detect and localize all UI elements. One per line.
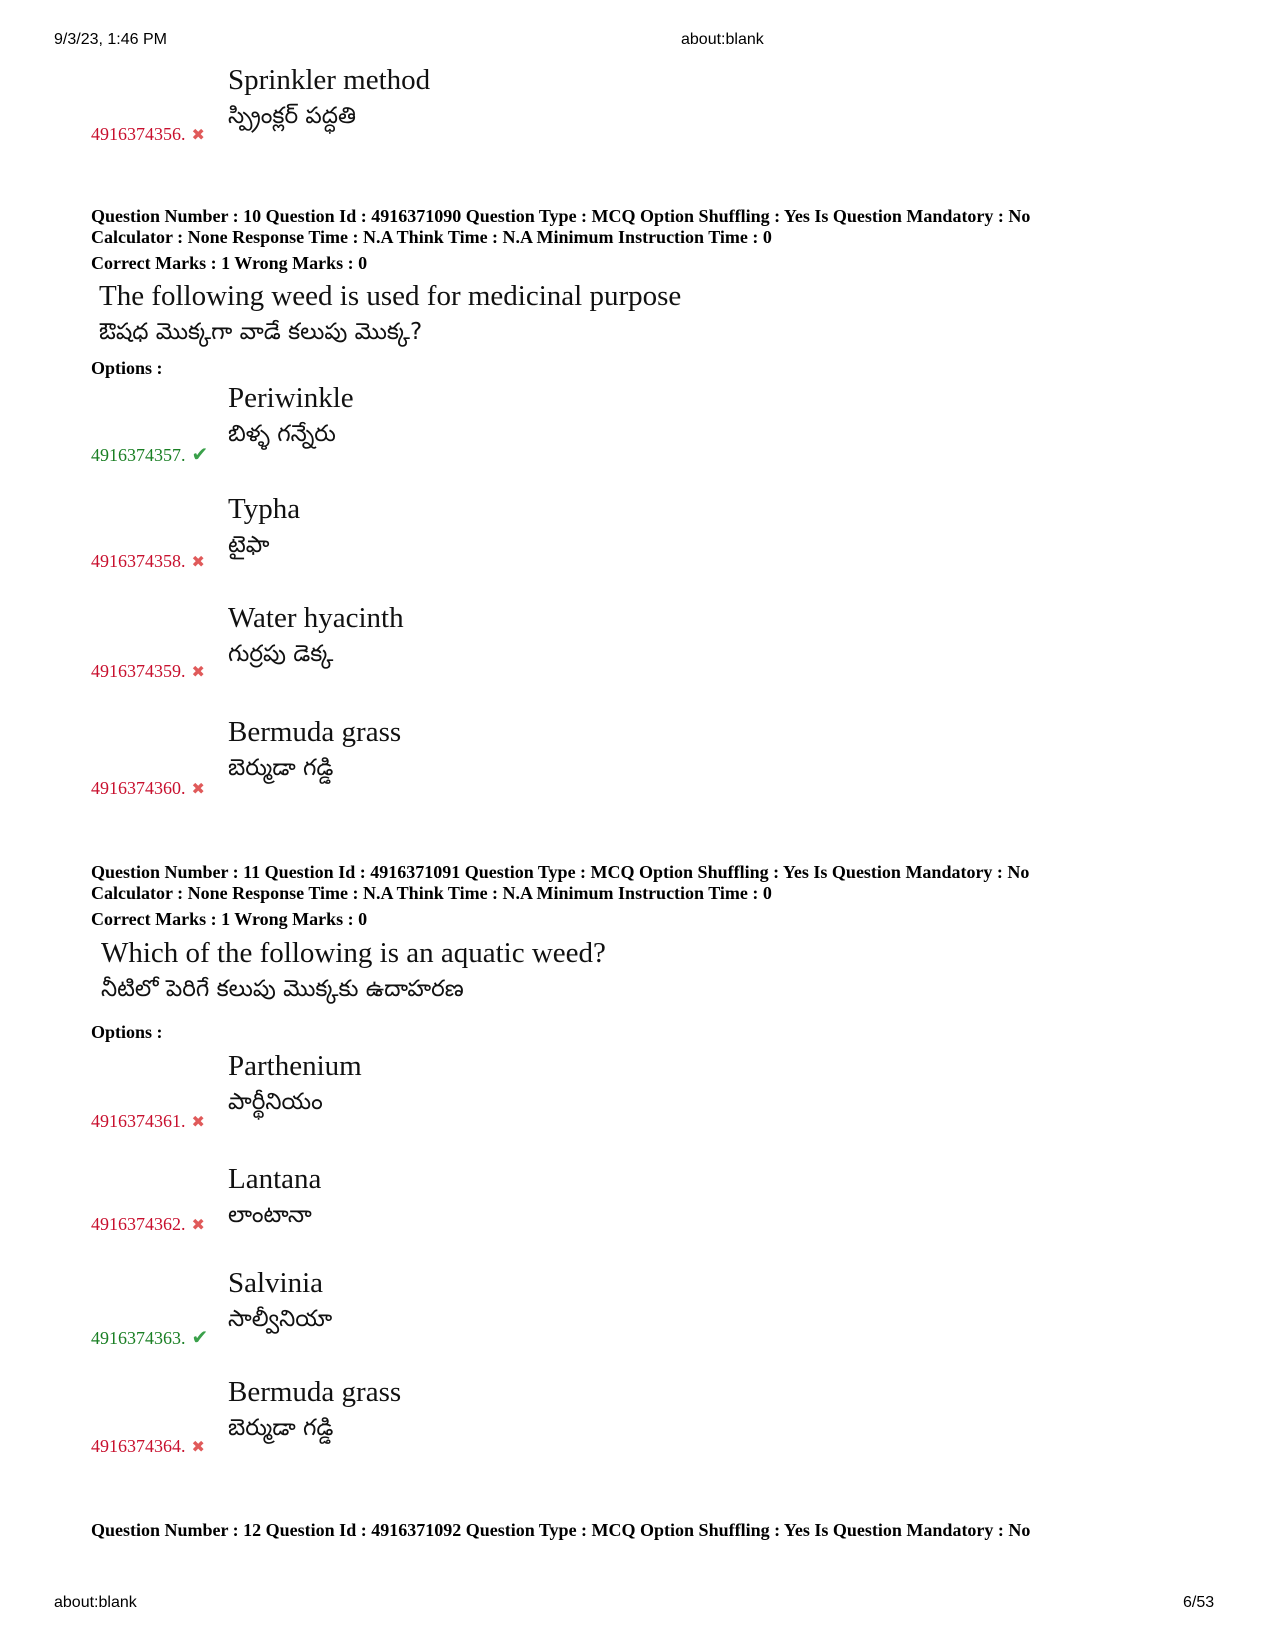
option-id-correct: 4916374363. ✔ xyxy=(91,1327,209,1349)
option-id: 4916374361. ✖ xyxy=(91,1111,205,1131)
question-marks: Correct Marks : 1 Wrong Marks : 0 xyxy=(91,909,368,929)
option-id: 4916374356. ✖ xyxy=(91,124,205,144)
option-id: 4916374364. ✖ xyxy=(91,1436,205,1456)
option-id: 4916374358. ✖ xyxy=(91,551,205,571)
option-text: Lantana లాంటానా xyxy=(228,1163,322,1228)
options-label: Options : xyxy=(91,1022,163,1042)
question-meta-line1: Question Number : 10 Question Id : 4916371090 Question Type : MCQ Option Shuffling : Yes Is Question Mandatory : No xyxy=(91,206,1031,226)
question-text xyxy=(99,278,681,350)
option-text: Water hyacinth గుర్రపు డెక్క xyxy=(228,602,404,667)
question-meta-line2: Calculator : None Response Time : N.A Think Time : N.A Minimum Instruction Time : 0 xyxy=(91,227,772,247)
option-id: 4916374359. ✖ xyxy=(91,661,205,681)
question-text-en: The following weed is used for medicinal purpose xyxy=(99,280,682,312)
cross-icon: ✖ xyxy=(191,664,205,681)
check-icon: ✔ xyxy=(191,444,209,466)
question-meta-line2: Calculator : None Response Time : N.A Think Time : N.A Minimum Instruction Time : 0 xyxy=(91,883,772,903)
option-id: 4916374360. ✖ xyxy=(91,778,205,798)
option-text-en: Sprinkler method xyxy=(228,64,431,96)
option-id-correct: 4916374357. ✔ xyxy=(91,444,209,466)
cross-icon: ✖ xyxy=(191,554,205,571)
option-text: Bermuda grass బెర్ముడా గడ్డి xyxy=(228,1376,402,1441)
question-text-te: ఔషధ మొక్కగా వాడే కలుపు మొక్క? xyxy=(99,319,423,345)
option-text: Typha టైఫా xyxy=(228,493,301,558)
question-meta-line1: Question Number : 12 Question Id : 4916371092 Question Type : MCQ Option Shuffling : Yes Is Question Mandatory : No xyxy=(91,1520,1031,1540)
option-text xyxy=(228,62,430,134)
option-text: Salvinia సాల్వీనియా xyxy=(228,1267,333,1332)
print-footer-url: about:blank xyxy=(54,1594,137,1611)
options-label: Options : xyxy=(91,358,163,378)
cross-icon: ✖ xyxy=(191,1114,205,1131)
print-page-title: about:blank xyxy=(681,31,764,48)
question-marks: Correct Marks : 1 Wrong Marks : 0 xyxy=(91,253,368,273)
question-text: Which of the following is an aquatic weed? నీటిలో పెరిగే కలుపు మొక్కకు ఉదాహరణ xyxy=(101,937,606,1002)
cross-icon: ✖ xyxy=(191,127,205,144)
print-page-number: 6/53 xyxy=(1183,1594,1215,1611)
check-icon: ✔ xyxy=(191,1327,209,1349)
cross-icon: ✖ xyxy=(191,1439,205,1456)
option-text-te: స్ప్రింక్లర్ పద్ధతి xyxy=(228,103,356,129)
question-meta-line1: Question Number : 11 Question Id : 4916371091 Question Type : MCQ Option Shuffling : Yes Is Question Mandatory : No xyxy=(91,862,1030,882)
option-text: Parthenium పార్థీనియం xyxy=(228,1050,362,1115)
option-id: 4916374362. ✖ xyxy=(91,1214,205,1234)
cross-icon: ✖ xyxy=(191,781,205,798)
option-text: Periwinkle బిళ్ళ గన్నేరు xyxy=(228,382,354,447)
cross-icon: ✖ xyxy=(191,1217,205,1234)
print-datetime: 9/3/23, 1:46 PM xyxy=(54,31,167,48)
option-text: Bermuda grass బెర్ముడా గడ్డి xyxy=(228,716,402,781)
